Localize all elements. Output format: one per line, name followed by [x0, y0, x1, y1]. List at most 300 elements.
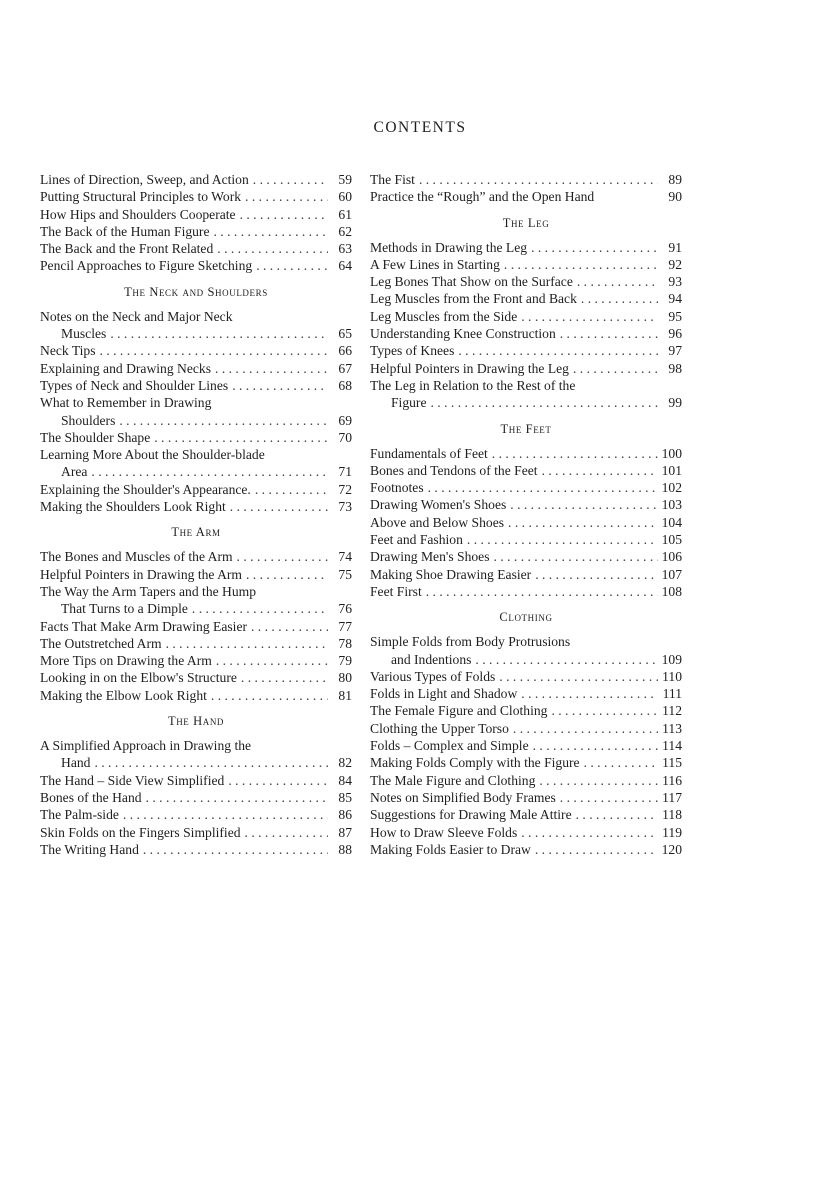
- toc-entry[interactable]: [40, 566, 352, 583]
- toc-entry-line: [40, 635, 352, 652]
- page-number: 115: [662, 755, 682, 771]
- toc-entry[interactable]: [40, 240, 352, 257]
- toc-entry[interactable]: [40, 841, 352, 858]
- toc-entry-title: Making the Elbow Look Right: [40, 687, 207, 703]
- toc-entry[interactable]: [370, 754, 682, 771]
- page-number: 65: [338, 326, 352, 342]
- dot-leader: [207, 687, 328, 704]
- toc-entry-line: [40, 463, 352, 480]
- toc-entry[interactable]: [370, 462, 682, 479]
- dot-leader: [242, 566, 328, 583]
- toc-entry[interactable]: [40, 429, 352, 446]
- page-number: 75: [338, 566, 352, 582]
- toc-entry-line: [40, 772, 352, 789]
- dot-leader: [150, 429, 328, 446]
- dot-leader: [422, 583, 658, 600]
- toc-entry[interactable]: [370, 308, 682, 325]
- page-number: 66: [338, 343, 352, 359]
- toc-entry[interactable]: [370, 633, 682, 668]
- toc-entry[interactable]: [40, 206, 352, 223]
- dot-leader: [500, 256, 658, 273]
- toc-entry[interactable]: [40, 377, 352, 394]
- dot-leader: [424, 479, 658, 496]
- page-number: 69: [338, 412, 352, 428]
- page-number: 80: [338, 670, 352, 686]
- toc-entry[interactable]: [370, 445, 682, 462]
- dot-leader: [427, 394, 659, 411]
- toc-entry-line: [40, 325, 352, 342]
- page-number: 74: [338, 549, 352, 565]
- dot-leader: [569, 360, 658, 377]
- toc-entry-line: [370, 531, 682, 548]
- toc-entry-title: Looking in on the Elbow's Structure: [40, 670, 237, 686]
- dot-leader: [96, 342, 328, 359]
- page-number: 108: [661, 583, 682, 599]
- toc-entry-line: [40, 360, 352, 377]
- toc-entry-line: [40, 429, 352, 446]
- toc-entry[interactable]: [370, 171, 682, 188]
- toc-entry-line: [370, 445, 682, 462]
- page-number: 110: [662, 668, 682, 684]
- toc-entry-title: Making Shoe Drawing Easier: [370, 566, 532, 582]
- toc-entry-title: Making Folds Easier to Draw: [370, 841, 531, 857]
- dot-leader: [90, 754, 328, 771]
- toc-entry[interactable]: [370, 841, 682, 858]
- toc-entry-line: [40, 600, 352, 617]
- toc-entry[interactable]: [370, 806, 682, 823]
- toc-entry-title: Bones of the Hand: [40, 789, 142, 805]
- page-number: 106: [661, 549, 682, 565]
- page-number: 63: [338, 241, 352, 257]
- page-number: 96: [668, 326, 682, 342]
- toc-entry-line: [370, 188, 682, 205]
- dot-leader: [572, 806, 658, 823]
- toc-entry[interactable]: [40, 652, 352, 669]
- toc-entry-line: [40, 342, 352, 359]
- toc-entry-line: [370, 394, 682, 411]
- dot-leader: [162, 635, 328, 652]
- toc-entry-line: [40, 618, 352, 635]
- toc-entry-line: [40, 669, 352, 686]
- dot-leader: [454, 342, 658, 359]
- dot-leader: [249, 171, 328, 188]
- toc-entry-title: Suggestions for Drawing Male Attire: [370, 807, 572, 823]
- toc-entry-title: Simple Folds from Body Protrusions: [370, 634, 571, 650]
- dot-leader: [531, 566, 658, 583]
- toc-entry-title: Clothing the Upper Torso: [370, 720, 509, 736]
- toc-entry-title: Types of Knees: [370, 343, 455, 359]
- toc-entry-line: [370, 737, 682, 754]
- dot-leader: [556, 325, 658, 342]
- toc-entry-line: [370, 702, 682, 719]
- toc-entry-title: The Shoulder Shape: [40, 429, 151, 445]
- dot-leader: [471, 651, 658, 668]
- toc-entry-title: Skin Folds on the Fingers Simplified: [40, 824, 241, 840]
- page-number: 103: [661, 497, 682, 513]
- toc-entry-line: [40, 206, 352, 223]
- toc-entry[interactable]: [370, 188, 682, 205]
- toc-entry-line: [370, 325, 682, 342]
- dot-leader: [188, 600, 328, 617]
- toc-entry-title-continued: Muscles: [61, 326, 107, 342]
- dot-leader: [517, 308, 658, 325]
- toc-entry-title: Practice the “Rough” and the Open Hand: [370, 189, 595, 205]
- toc-entry-line: [370, 824, 682, 841]
- toc-entry[interactable]: [370, 702, 682, 719]
- dot-leader: [556, 789, 658, 806]
- toc-entry[interactable]: [370, 720, 682, 737]
- page-number: 64: [338, 258, 352, 274]
- toc-entry-title: Learning More About the Shoulder-blade: [40, 447, 265, 463]
- toc-entry[interactable]: [370, 789, 682, 806]
- toc-entry-title-continued: and Indentions: [391, 651, 472, 667]
- toc-entry-title: The Male Figure and Clothing: [370, 772, 536, 788]
- toc-entry-title: Folds – Complex and Simple: [370, 738, 529, 754]
- toc-entry[interactable]: [370, 256, 682, 273]
- toc-entry-line: [40, 841, 352, 858]
- toc-entry-title: Leg Muscles from the Side: [370, 308, 518, 324]
- dot-leader: [509, 720, 658, 737]
- toc-entry-title: More Tips on Drawing the Arm: [40, 653, 212, 669]
- dot-leader: [577, 290, 658, 307]
- dot-leader: [488, 445, 658, 462]
- dot-leader: [529, 737, 658, 754]
- toc-entry[interactable]: [40, 257, 352, 274]
- section-heading: The Arm: [171, 525, 221, 540]
- page-number: 99: [668, 395, 682, 411]
- dot-leader: [139, 841, 328, 858]
- dot-leader: [212, 652, 328, 669]
- toc-entry-line: [40, 806, 352, 823]
- toc-entry-line: [40, 652, 352, 669]
- page-number: 104: [661, 514, 682, 530]
- toc-entry-title: Understanding Knee Construction: [370, 326, 556, 342]
- toc-entry[interactable]: [370, 514, 682, 531]
- dot-leader: [241, 824, 328, 841]
- section-heading: The Neck and Shoulders: [124, 284, 268, 299]
- page-number: 71: [338, 464, 352, 480]
- dot-leader: [236, 206, 328, 223]
- toc-entry-title-continued: That Turns to a Dimple: [61, 601, 188, 617]
- section-heading: The Leg: [502, 215, 550, 230]
- toc-entry-line: [370, 360, 682, 377]
- dot-leader: [106, 325, 328, 342]
- dot-leader: [535, 772, 658, 789]
- toc-entry-title: Drawing Women's Shoes: [370, 497, 507, 513]
- page-number: 98: [668, 360, 682, 376]
- toc-entry[interactable]: [370, 290, 682, 307]
- dot-leader: [115, 412, 328, 429]
- toc-entry-line: [40, 240, 352, 257]
- dot-leader: [506, 496, 658, 513]
- toc-entry-title: Feet and Fashion: [370, 532, 463, 548]
- page-title: CONTENTS: [373, 119, 467, 136]
- toc-entry[interactable]: [40, 446, 352, 481]
- dot-leader: [580, 754, 658, 771]
- dot-leader: [415, 171, 658, 188]
- page-number: 111: [662, 686, 682, 702]
- toc-entry[interactable]: [40, 618, 352, 635]
- toc-entry[interactable]: [40, 548, 352, 565]
- toc-entry-title: What to Remember in Drawing: [40, 395, 212, 411]
- toc-entry-line: [370, 789, 682, 806]
- toc-entry[interactable]: [370, 772, 682, 789]
- toc-entry-line: [40, 257, 352, 274]
- toc-entry-line: [370, 239, 682, 256]
- toc-entry-title: The Leg in Relation to the Rest of the: [370, 377, 576, 393]
- toc-entry-title: The Way the Arm Tapers and the Hump: [40, 583, 257, 599]
- toc-entry-line: [370, 806, 682, 823]
- dot-leader: [213, 240, 328, 257]
- toc-entry-line: [370, 685, 682, 702]
- toc-entry-line: [370, 720, 682, 737]
- page-number: 118: [662, 807, 682, 823]
- page-number: 113: [662, 720, 682, 736]
- page-number: 97: [668, 343, 682, 359]
- toc-entry-line: [40, 754, 352, 771]
- page-number: 87: [338, 824, 352, 840]
- toc-entry[interactable]: [370, 824, 682, 841]
- toc-entry-title: Helpful Pointers in Drawing the Arm: [40, 566, 242, 582]
- toc-entry[interactable]: [40, 360, 352, 377]
- toc-entry[interactable]: [40, 772, 352, 789]
- toc-entry-title: Making Folds Comply with the Figure: [370, 755, 580, 771]
- toc-entry[interactable]: [40, 583, 352, 618]
- toc-entry[interactable]: [370, 583, 682, 600]
- page-number: 70: [338, 429, 352, 445]
- page-number: 119: [662, 824, 682, 840]
- page-number: 82: [338, 755, 352, 771]
- dot-leader: [251, 481, 328, 498]
- dot-leader: [547, 702, 658, 719]
- page-number: 78: [338, 635, 352, 651]
- page-number: 68: [338, 377, 352, 393]
- toc-entry-title: Explaining the Shoulder's Appearance.: [40, 481, 251, 497]
- page-number: 76: [338, 601, 352, 617]
- toc-entry-title: Putting Structural Principles to Work: [40, 189, 242, 205]
- toc-entry-title: The Hand – Side View Simplified: [40, 772, 225, 788]
- toc-entry[interactable]: [40, 737, 352, 772]
- toc-entry-title: The Female Figure and Clothing: [370, 703, 548, 719]
- toc-entry[interactable]: [40, 171, 352, 188]
- toc-entry-title: Above and Below Shoes: [370, 514, 505, 530]
- page-number: 72: [338, 481, 352, 497]
- toc-entry[interactable]: [370, 566, 682, 583]
- dot-leader: [228, 377, 328, 394]
- toc-entry-title: The Back of the Human Figure: [40, 223, 210, 239]
- toc-entry-title: Drawing Men's Shoes: [370, 549, 490, 565]
- dot-leader: [490, 548, 659, 565]
- page-number: 81: [338, 687, 352, 703]
- toc-entry-line: [40, 481, 352, 498]
- dot-leader: [527, 239, 658, 256]
- toc-entry-title: Leg Bones That Show on the Surface: [370, 274, 573, 290]
- dot-leader: [573, 273, 658, 290]
- toc-entry[interactable]: [370, 496, 682, 513]
- toc-entry-title: A Simplified Approach in Drawing the: [40, 738, 252, 754]
- section-heading: The Hand: [167, 714, 225, 729]
- toc-entry[interactable]: [370, 239, 682, 256]
- toc-entry[interactable]: [40, 824, 352, 841]
- toc-entry-title: Explaining and Drawing Necks: [40, 360, 212, 376]
- toc-entry[interactable]: [370, 737, 682, 754]
- toc-entry-line: [370, 308, 682, 325]
- toc-entry-title-continued: Shoulders: [61, 412, 116, 428]
- toc-entry[interactable]: [40, 806, 352, 823]
- dot-leader: [226, 498, 328, 515]
- toc-entry-line: [40, 171, 352, 188]
- toc-entry[interactable]: [40, 223, 352, 240]
- toc-entry[interactable]: [40, 394, 352, 429]
- page-number: 62: [338, 223, 352, 239]
- toc-entry-line: [370, 256, 682, 273]
- toc-entry-title: The Writing Hand: [40, 841, 139, 857]
- toc-entry-title: The Back and the Front Related: [40, 241, 214, 257]
- toc-entry-title: Lines of Direction, Sweep, and Action: [40, 172, 249, 187]
- toc-entry-line: [370, 290, 682, 307]
- contents-column-left: [40, 171, 352, 858]
- toc-entry-title-continued: Hand: [61, 755, 91, 771]
- toc-entry[interactable]: [40, 481, 352, 498]
- page-number: 93: [668, 274, 682, 290]
- toc-entry-title: The Outstretched Arm: [40, 635, 162, 651]
- section-heading: Clothing: [499, 610, 553, 625]
- toc-entry-title: Neck Tips: [40, 343, 96, 359]
- toc-entry-title: Notes on Simplified Body Frames: [370, 789, 556, 805]
- dot-leader: [211, 360, 328, 377]
- page-number: 88: [338, 841, 352, 857]
- toc-entry-line: [40, 498, 352, 515]
- toc-entry[interactable]: [40, 188, 352, 205]
- contents-column-right: [370, 171, 682, 858]
- toc-entry-line: [40, 188, 352, 205]
- toc-entry[interactable]: [40, 669, 352, 686]
- dot-leader: [517, 824, 658, 841]
- toc-entry-line: [370, 566, 682, 583]
- toc-entry[interactable]: [370, 548, 682, 565]
- toc-entry-line: [40, 687, 352, 704]
- toc-entry-title: Folds in Light and Shadow: [370, 686, 518, 702]
- page-number: 77: [338, 618, 352, 634]
- page-number: 105: [661, 532, 682, 548]
- toc-entry-line: [370, 668, 682, 685]
- toc-entry-line: [370, 342, 682, 359]
- page-number: 120: [661, 841, 682, 857]
- toc-entry-title: Methods in Drawing the Leg: [370, 239, 528, 255]
- toc-entry-title: Footnotes: [370, 480, 424, 496]
- toc-entry-line: [370, 583, 682, 600]
- toc-entry[interactable]: [370, 342, 682, 359]
- dot-leader: [247, 618, 328, 635]
- page-number: 67: [338, 360, 352, 376]
- toc-entry[interactable]: [370, 325, 682, 342]
- dot-leader: [252, 257, 328, 274]
- toc-entry[interactable]: [370, 668, 682, 685]
- page-number: 94: [668, 291, 682, 307]
- dot-leader: [531, 841, 658, 858]
- dot-leader: [237, 669, 328, 686]
- toc-entry-line: [40, 566, 352, 583]
- toc-entry[interactable]: [40, 498, 352, 515]
- page-number: 117: [662, 789, 682, 805]
- toc-entry-line: [40, 789, 352, 806]
- toc-entry-line: [370, 514, 682, 531]
- toc-entry-title: Leg Muscles from the Front and Back: [370, 291, 577, 307]
- toc-entry[interactable]: [40, 342, 352, 359]
- page-number: 90: [668, 189, 682, 205]
- page-number: 116: [662, 772, 682, 788]
- toc-entry-title: Bones and Tendons of the Feet: [370, 462, 538, 478]
- toc-entry-title: Types of Neck and Shoulder Lines: [40, 377, 229, 393]
- toc-entry-line: [40, 824, 352, 841]
- toc-entry-title: The Palm-side: [40, 807, 119, 823]
- section-heading: The Feet: [500, 421, 552, 436]
- page-number: 100: [661, 445, 682, 461]
- toc-entry-line: [370, 754, 682, 771]
- page-number: 91: [668, 239, 682, 255]
- toc-entry-line: [370, 772, 682, 789]
- toc-entry-title-continued: Figure: [391, 395, 427, 411]
- toc-entry-title: How Hips and Shoulders Cooperate: [40, 206, 236, 222]
- dot-leader: [495, 668, 658, 685]
- toc-entry[interactable]: [40, 308, 352, 343]
- toc-entry-title: The Bones and Muscles of the Arm: [40, 549, 233, 565]
- toc-entry-line: [40, 223, 352, 240]
- toc-entry-line: [40, 377, 352, 394]
- page-number: 73: [338, 499, 352, 515]
- toc-entry-title: Fundamentals of Feet: [370, 445, 488, 461]
- toc-entry-line: [40, 412, 352, 429]
- toc-entry[interactable]: [40, 635, 352, 652]
- toc-entry-line: [370, 548, 682, 565]
- page-number: 109: [661, 651, 682, 667]
- toc-entry[interactable]: [370, 273, 682, 290]
- toc-entry[interactable]: [370, 360, 682, 377]
- toc-entry-title: Facts That Make Arm Drawing Easier: [40, 618, 247, 634]
- page-number: 60: [338, 189, 352, 205]
- dot-leader: [538, 462, 658, 479]
- page-number: 79: [338, 653, 352, 669]
- toc-entry[interactable]: [370, 479, 682, 496]
- toc-entry[interactable]: [40, 789, 352, 806]
- dot-leader: [241, 188, 328, 205]
- page-number: 101: [661, 462, 682, 478]
- dot-leader: [224, 772, 328, 789]
- toc-entry[interactable]: [370, 685, 682, 702]
- toc-entry-title: Pencil Approaches to Figure Sketching: [40, 258, 253, 274]
- dot-leader: [463, 531, 658, 548]
- page-number: 102: [661, 480, 682, 496]
- toc-entry-title: The Fist: [370, 172, 415, 187]
- toc-entry-title: Helpful Pointers in Drawing the Leg: [370, 360, 569, 376]
- toc-entry-title: How to Draw Sleeve Folds: [370, 824, 518, 840]
- page-number: 114: [662, 738, 682, 754]
- dot-leader: [504, 514, 658, 531]
- toc-entry[interactable]: [370, 531, 682, 548]
- page-number: 89: [668, 172, 682, 187]
- page-number: 112: [662, 703, 682, 719]
- toc-entry-line: [370, 273, 682, 290]
- toc-entry[interactable]: [40, 687, 352, 704]
- dot-leader: [87, 463, 328, 480]
- dot-leader: [233, 548, 328, 565]
- page-number: 107: [661, 566, 682, 582]
- page-number: 85: [338, 789, 352, 805]
- toc-entry-title: Various Types of Folds: [370, 668, 496, 684]
- toc-entry-title: Making the Shoulders Look Right: [40, 499, 226, 515]
- page-number: 92: [668, 256, 682, 272]
- toc-entry[interactable]: [370, 377, 682, 412]
